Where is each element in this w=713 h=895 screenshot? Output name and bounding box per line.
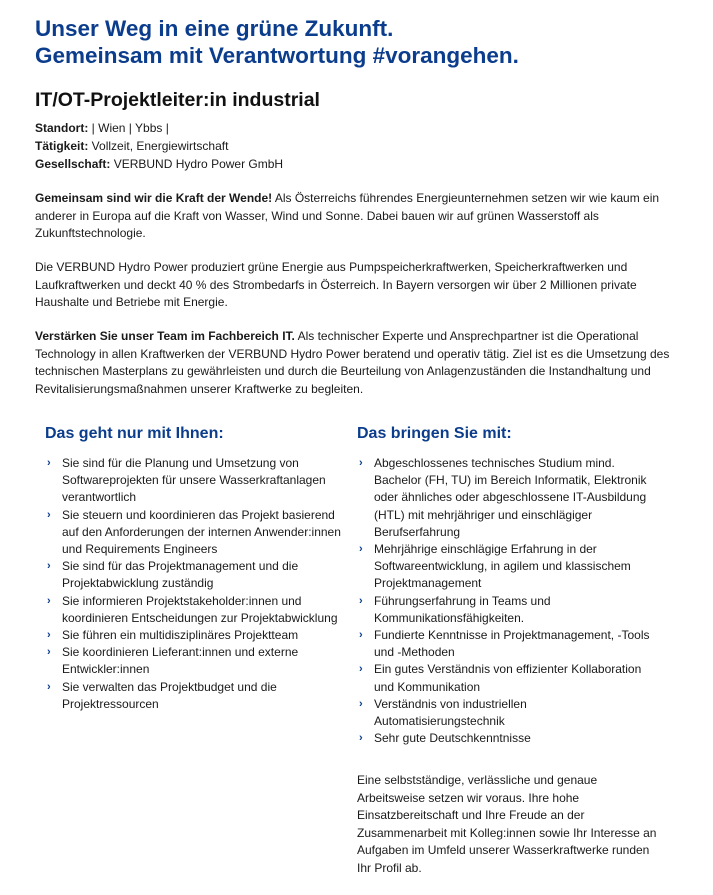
- list-item-text: Ein gutes Verständnis von effizienter Kollaboration und Kommunikation: [374, 662, 642, 694]
- list-item-text: Mehrjährige einschlägige Erfahrung in der Softwareentwicklung, in agilem und klassischem Projektmanagement: [374, 542, 631, 591]
- list-item-text: Sie koordinieren Lieferant:innen und externe Entwickler:innen: [62, 645, 299, 677]
- intro-p3-text: Als technischer Experte und Ansprechpartner ist die Operational Technology in allen Kraftwerken der VERBUND Hydro Power beratend und operativ tätig. Ziel ist es die Umsetzung des technischen Masterplans zu gewährleisten und durch die Beurteilung von Anlagenzuständen die Instandhaltung und Revitalisierungsmaßnahmen unserer Kraftwerke zu begleiten.: [35, 329, 670, 396]
- intro-p1-text: Als Österreichs führendes Energieunternehmen setzen wir wie kaum ein anderer in Europa auf die Kraft von Wasser, Wind und Sonne. Dabei bauen wir auf grünen Wasserstoff als Zukunftstechnologie.: [35, 191, 660, 240]
- list-item-text: Abgeschlossenes technisches Studium mind. Bachelor (FH, TU) im Bereich Informatik, Elektronik oder ähnliches oder abgeschlossene IT-Ausbildung (HTL) mit mehrjähriger und einschlägiger Berufserfahrung: [374, 456, 647, 539]
- meta-location-value: | Wien | Ybbs |: [88, 121, 169, 135]
- list-item-text: Verständnis von industriellen Automatisierungstechnik: [374, 696, 527, 729]
- intro-paragraph-2: [35, 259, 683, 312]
- list-item: [45, 627, 345, 644]
- meta-company-value: VERBUND Hydro Power GmbH: [110, 157, 284, 171]
- requirements-list: [357, 455, 657, 747]
- list-item: [357, 541, 657, 593]
- chevron-right-icon: ›: [359, 663, 363, 676]
- list-item: [45, 455, 345, 507]
- list-item: [357, 661, 657, 695]
- list-item: [357, 696, 657, 730]
- meta-activity: [35, 137, 283, 155]
- list-item: [357, 593, 657, 627]
- chevron-right-icon: ›: [47, 646, 51, 659]
- intro-p1-bold: Gemeinsam sind wir die Kraft der Wende!: [35, 191, 273, 205]
- meta-location: [35, 119, 283, 137]
- chevron-right-icon: ›: [47, 457, 51, 469]
- chevron-right-icon: ›: [359, 629, 363, 642]
- list-item-text: Sehr gute Deutschkenntnisse: [374, 731, 531, 746]
- job-title: IT/OT-Projektleiter:in industrial: [35, 89, 320, 111]
- meta-location-label: Standort:: [35, 121, 89, 135]
- list-item-text: Führungserfahrung in Teams und Kommunikationsfähigkeiten.: [374, 593, 551, 625]
- intro-paragraph-3: [35, 328, 683, 398]
- meta-company: [35, 155, 283, 173]
- list-item-text: Sie sind für die Planung und Umsetzung von Softwareprojekten für unsere Wasserkraftanlagen verantwortlich: [62, 456, 326, 505]
- job-meta: [35, 119, 283, 173]
- chevron-right-icon: ›: [47, 560, 51, 573]
- meta-activity-value: Vollzeit, Energiewirtschaft: [88, 139, 229, 153]
- list-item-text: Sie verwalten das Projektbudget und die Projektressourcen: [62, 679, 277, 711]
- tasks-heading: Das geht nur mit Ihnen:: [45, 425, 224, 442]
- closing-paragraph: Eine selbstständige, verlässliche und genaue Arbeitsweise setzen wir voraus. Ihre hohe Einsatzbereitschaft und Ihre Freude an der Zusammenarbeit mit Kolleg:innen sowie Ihr Interesse an Aufgaben im Umfeld unserer Wasserkraftwerke runden Ihr Profil ab.: [357, 773, 657, 875]
- chevron-right-icon: ›: [359, 697, 363, 710]
- list-item-text: Sie sind für das Projektmanagement und die Projektabwicklung zuständig: [62, 559, 299, 591]
- chevron-right-icon: ›: [359, 732, 363, 745]
- list-item-text: Fundierte Kenntnisse in Projektmanagement, -Tools und -Methoden: [374, 628, 650, 660]
- list-item: [357, 627, 657, 661]
- meta-company-label: Gesellschaft:: [35, 157, 111, 171]
- list-item: [357, 730, 657, 747]
- chevron-right-icon: ›: [359, 457, 363, 469]
- intro-p2-text: Die VERBUND Hydro Power produziert grüne Energie aus Pumpspeicherkraftwerken, Speicherkraftwerken und Laufkraftwerken und deckt 40 % des Strombedarfs in Österreich. In Bayern versorgen wir über 2 Millionen private Haushalte und Betriebe mit Energie.: [35, 260, 637, 309]
- headline-line-1: Unser Weg in eine grüne Zukunft.: [35, 16, 394, 41]
- intro-paragraph-1: [35, 190, 683, 243]
- chevron-right-icon: ›: [47, 508, 51, 521]
- list-item: [45, 558, 345, 592]
- meta-activity-label: Tätigkeit:: [35, 139, 89, 153]
- chevron-right-icon: ›: [47, 594, 51, 607]
- requirements-heading: Das bringen Sie mit:: [357, 425, 512, 442]
- intro-p3-bold: Verstärken Sie unser Team im Fachbereich IT.: [35, 329, 295, 343]
- tasks-list: [45, 455, 345, 713]
- chevron-right-icon: ›: [359, 594, 363, 607]
- page-headline: [35, 15, 519, 69]
- headline-line-2: Gemeinsam mit Verantwortung #vorangehen.: [35, 43, 519, 68]
- list-item: [45, 593, 345, 627]
- chevron-right-icon: ›: [47, 680, 51, 693]
- list-item: [45, 679, 345, 713]
- list-item: [45, 644, 345, 678]
- list-item-text: Sie informieren Projektstakeholder:innen und koordinieren Entscheidungen zur Projektabwicklung: [62, 593, 338, 625]
- list-item-text: Sie führen ein multidisziplinäres Projektteam: [62, 628, 299, 643]
- list-item-text: Sie steuern und koordinieren das Projekt basierend auf den Anforderungen der internen Anwender:innen und Requirements Engineers: [62, 507, 341, 557]
- list-item: [357, 455, 657, 541]
- list-item: [45, 507, 345, 559]
- chevron-right-icon: ›: [47, 629, 51, 642]
- chevron-right-icon: ›: [359, 543, 363, 556]
